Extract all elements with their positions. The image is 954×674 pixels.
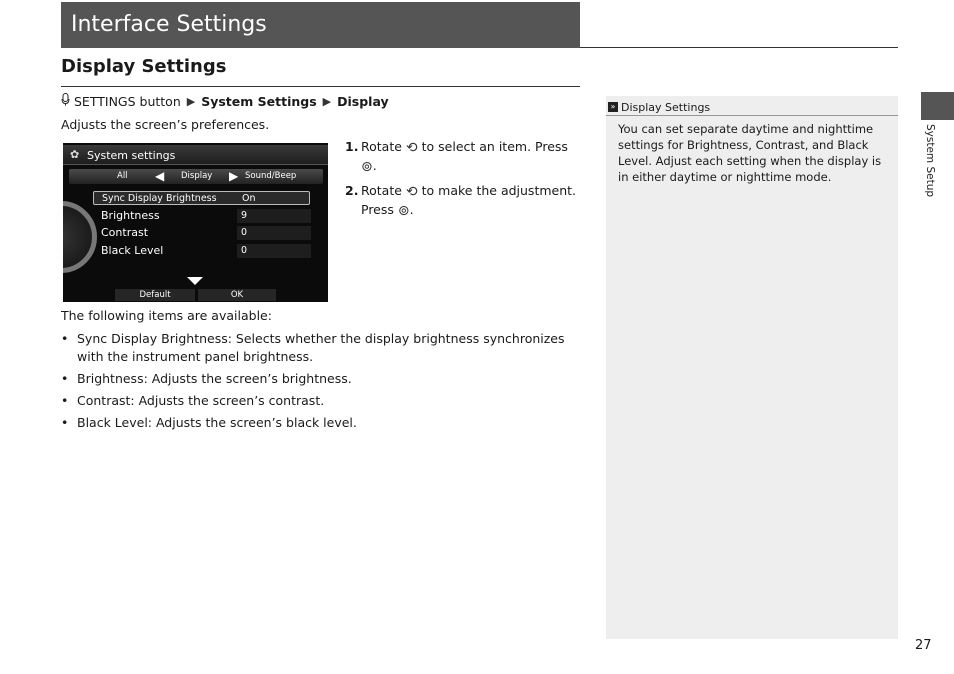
screen-tab-sound-beep: Sound/Beep [245,171,297,181]
step-text [361,138,580,176]
bullet-icon: • [61,371,69,386]
chapter-tab [921,92,954,120]
bullet-icon: • [61,393,69,408]
screen-row-label: Black Level [101,244,164,257]
screen-row-label: Contrast [101,226,149,239]
breadcrumb-arrow-icon: ▶ [186,94,196,108]
breadcrumb [61,93,389,109]
screen-title-bar [63,145,328,165]
screen-title: System settings [87,149,176,162]
interface-dial-rotate-icon: ⟲ [405,184,418,200]
step-text-mid: to make the adjustment. Press [361,183,577,217]
interface-dial-press-icon: ⊚ [397,203,410,219]
item-term: Contrast: [77,393,135,408]
chapter-label: System Setup [924,124,936,198]
scroll-down-icon [187,277,203,285]
item-desc: Adjusts the screen’s black level. [152,415,357,430]
list-item [61,414,580,432]
arrow-right-icon: ▶ [229,169,239,183]
page-title: Interface Settings [71,12,267,37]
header-rule [580,47,898,48]
item-term: Brightness: [77,371,148,386]
screen-tab-all: All [117,171,128,181]
arrow-left-icon: ◀ [155,169,165,183]
navigation-screen-image [63,143,328,302]
reference-icon: » [608,102,618,112]
screen-tab-bar [69,169,323,184]
screen-default-button: Default [115,289,195,301]
sidebar-term: Brightness [686,138,749,152]
page-number: 27 [915,638,932,653]
bullet-icon: • [61,415,69,430]
screen-row-sync-display-brightness [93,191,310,205]
sidebar-heading [606,96,898,116]
breadcrumb-item-display: Display [337,93,389,109]
voice-command-icon [61,93,70,109]
list-item [61,370,580,388]
step-text-pre: Rotate [361,139,402,154]
header-bar [61,2,580,48]
screen-row-value: 0 [237,226,311,240]
item-desc: Adjusts the screen’s contrast. [134,393,325,408]
list-item [61,392,580,410]
intro-text: Adjusts the screen’s preferences. [61,117,270,132]
screen-row-contrast [93,226,310,240]
screen-row-value: On [242,193,256,204]
step-number: 2. [345,183,359,198]
screen-row-black-level [93,244,310,258]
screen-row-label: Brightness [101,209,160,222]
screen-row-value: 0 [237,244,311,258]
step-text-post: . [409,202,414,217]
sidebar-text: , and [804,138,838,152]
bullet-icon: • [61,331,69,346]
dial-graphic [63,201,97,273]
sidebar-text: , [748,138,756,152]
step-1 [345,138,580,176]
step-2 [345,182,580,220]
item-desc: Selects whether the display brightness synchronizes with the instrument panel brightness. [77,331,565,364]
screen-row-label: Sync Display Brightness [102,193,217,204]
gear-icon: ✿ [70,148,80,161]
list-item [61,330,580,366]
sidebar-title: Display Settings [621,100,711,114]
sidebar-note [606,96,898,639]
interface-dial-rotate-icon: ⟲ [405,140,418,156]
available-items-intro: The following items are available: [61,308,272,323]
item-desc: Adjusts the screen’s brightness. [147,371,352,386]
section-rule [61,86,580,87]
sidebar-text: . Adjust each setting when the display is in either daytime or nighttime mode. [618,154,882,184]
step-text-pre: Rotate [361,183,402,198]
screen-row-brightness [93,209,310,223]
sidebar-text: You can set separate daytime and nighttime settings for [618,122,874,152]
screen-ok-button: OK [198,289,276,301]
item-term: Black Level: [77,415,152,430]
step-text-mid: to select an item. Press [421,139,568,154]
breadcrumb-item-system-settings: System Settings [201,93,317,109]
screen-row-value: 9 [237,209,311,223]
step-text [361,182,580,220]
sidebar-term: Black Level [618,138,869,168]
interface-dial-press-icon: ⊚ [361,159,373,175]
step-text-post: . [372,158,377,173]
sidebar-body [618,121,890,185]
items-list [61,330,580,436]
item-term: Sync Display Brightness: [77,331,232,346]
section-title: Display Settings [61,56,227,77]
steps-list [345,138,580,226]
sidebar-term: Contrast [755,138,805,152]
screen-tab-display: Display [181,171,213,181]
step-number: 1. [345,139,359,154]
breadcrumb-start: SETTINGS button [74,93,181,109]
breadcrumb-arrow-icon: ▶ [322,94,332,108]
